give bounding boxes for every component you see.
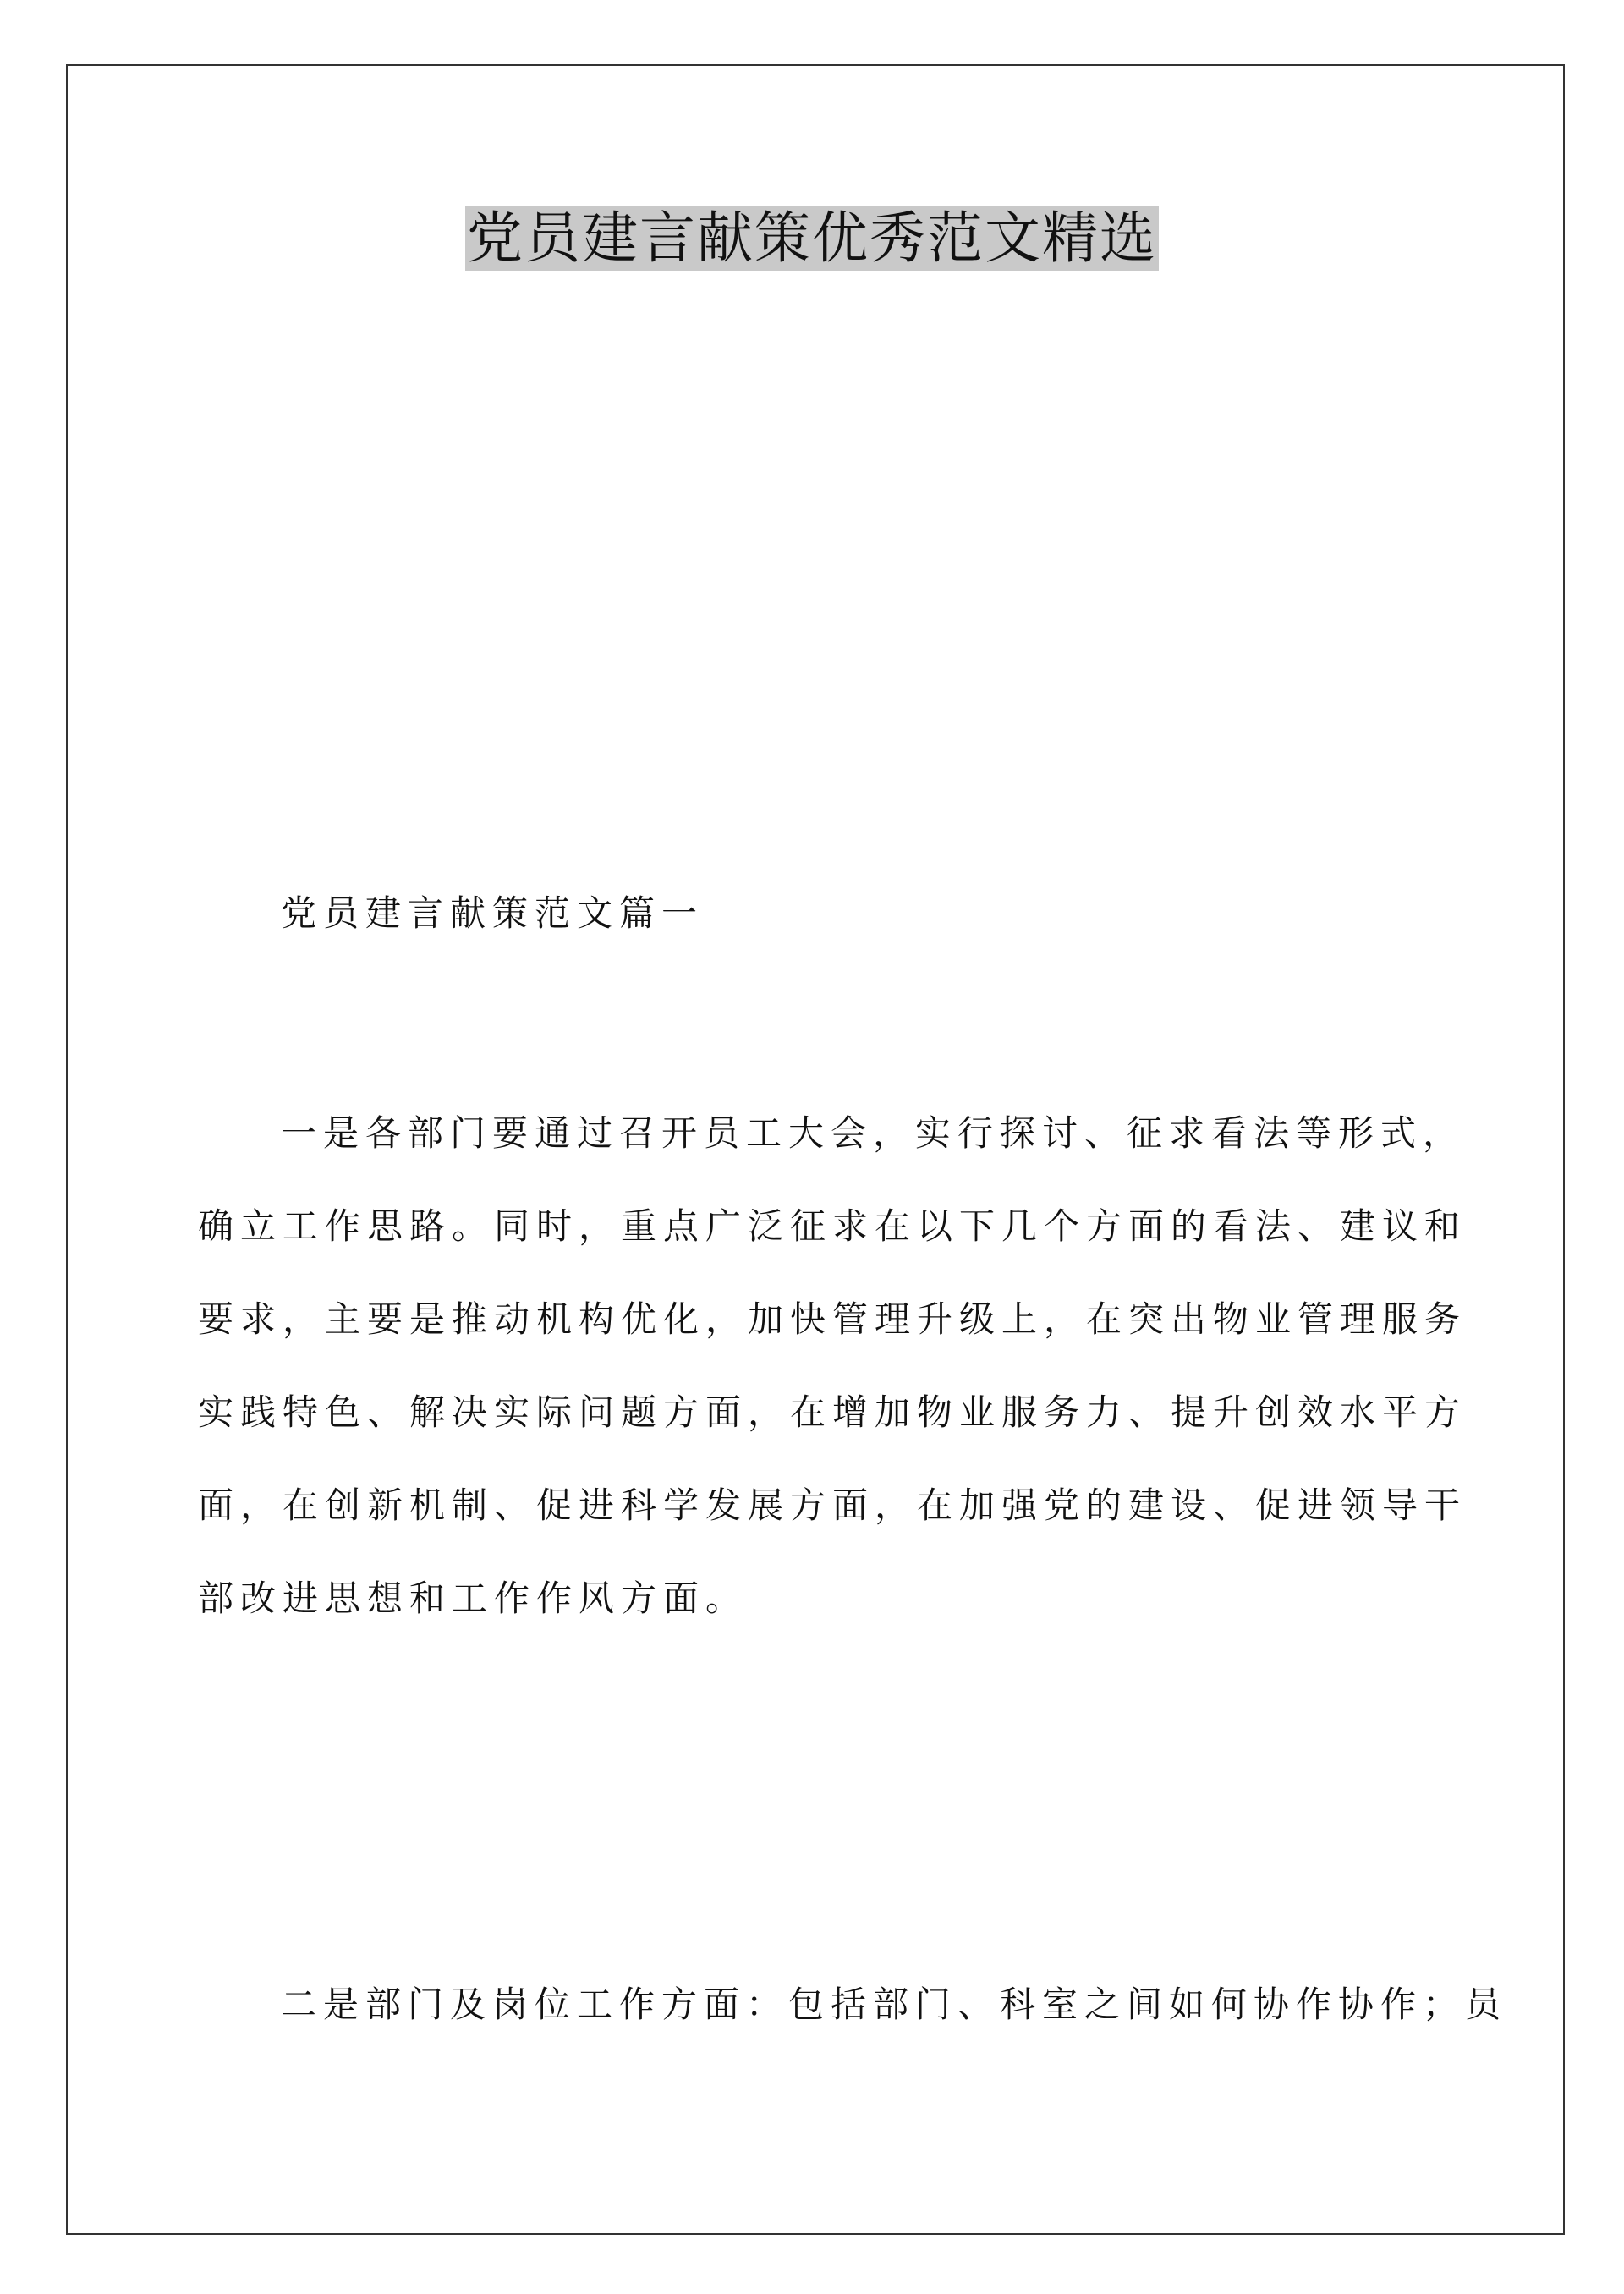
- section-heading: 党员建言献策范文篇一: [281, 892, 705, 934]
- paragraph-1: [198, 1087, 1468, 1645]
- document-title-text: 党员建言献策优秀范文精选: [467, 206, 1157, 271]
- paragraph-2: [198, 1958, 1508, 2051]
- paragraph-line: 要求，主要是推动机构优化，加快管理升级上，在突出物业管理服务: [198, 1298, 1468, 1340]
- paragraph-line: 面，在创新机制、促进科学发展方面，在加强党的建设、促进领导干: [198, 1485, 1468, 1526]
- paragraph-line: 确立工作思路。同时，重点广泛征求在以下几个方面的看法、建议和: [198, 1205, 1468, 1247]
- paragraph-line: 实践特色、解决实际问题方面，在增加物业服务力、提升创效水平方: [198, 1391, 1468, 1433]
- paragraph-line: 一是各部门要通过召开员工大会，实行探讨、征求看法等形式，: [281, 1112, 1466, 1154]
- paragraph-line: 部改进思想和工作作风方面。: [198, 1578, 749, 1619]
- document-title: [0, 200, 1624, 277]
- paragraph-line: 二是部门及岗位工作方面：包括部门、科室之间如何协作协作；员: [281, 1984, 1508, 2025]
